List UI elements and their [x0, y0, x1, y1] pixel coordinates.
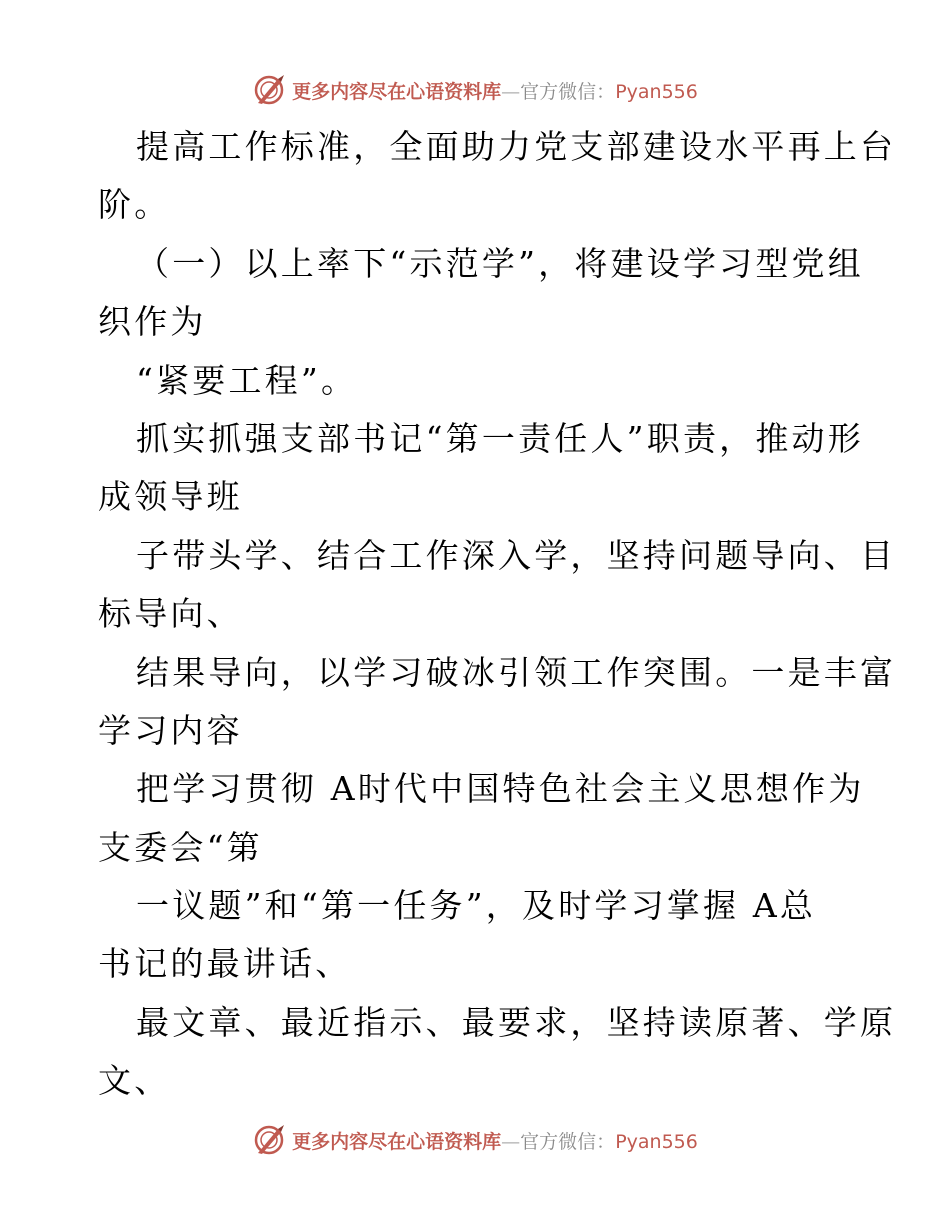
text-line: “紧要工程”。: [136, 360, 358, 400]
text-line: （一）以上率下“示范学”，将建设学习型党组: [136, 243, 864, 283]
text-line: 最文章、最近指示、最要求，坚持读原著、学原: [136, 1002, 897, 1042]
text-line: 织作为: [98, 302, 207, 342]
text-line: 子带头学、结合工作深入学，坚持问题导向、目: [136, 535, 897, 575]
text-line: 阶。: [98, 185, 171, 225]
text-line: 支委会“第: [98, 827, 263, 867]
feather-pen-circle-icon: [252, 73, 286, 107]
text-line: 书记的最讲话、: [98, 944, 352, 984]
text-line: 提高工作标准，全面助力党支部建设水平再上台: [136, 127, 897, 166]
document-body: [98, 118, 897, 1111]
text-line: 学习内容: [98, 710, 243, 750]
text-line: 结果导向，以学习破冰引领工作突围。一是丰富: [136, 652, 897, 692]
feather-pen-circle-icon: [252, 1123, 286, 1157]
text-line: 标导向、: [98, 594, 243, 634]
footer-banner: [0, 1120, 950, 1160]
promo-text: 更多内容尽在心语资料库—官方微信：Pyan556: [292, 1130, 698, 1153]
header-banner: [0, 70, 950, 110]
text-line: 文、: [98, 1061, 171, 1101]
text-line: 一议题”和“第一任务”，及时学习掌握 A总: [136, 886, 817, 926]
promo-text: 更多内容尽在心语资料库—官方微信：Pyan556: [292, 80, 698, 103]
text-line: 成领导班: [98, 477, 243, 517]
text-line: 把学习贯彻 A时代中国特色社会主义思想作为: [136, 769, 865, 809]
text-line: 抓实抓强支部书记“第一责任人”职责，推动形: [136, 418, 864, 458]
